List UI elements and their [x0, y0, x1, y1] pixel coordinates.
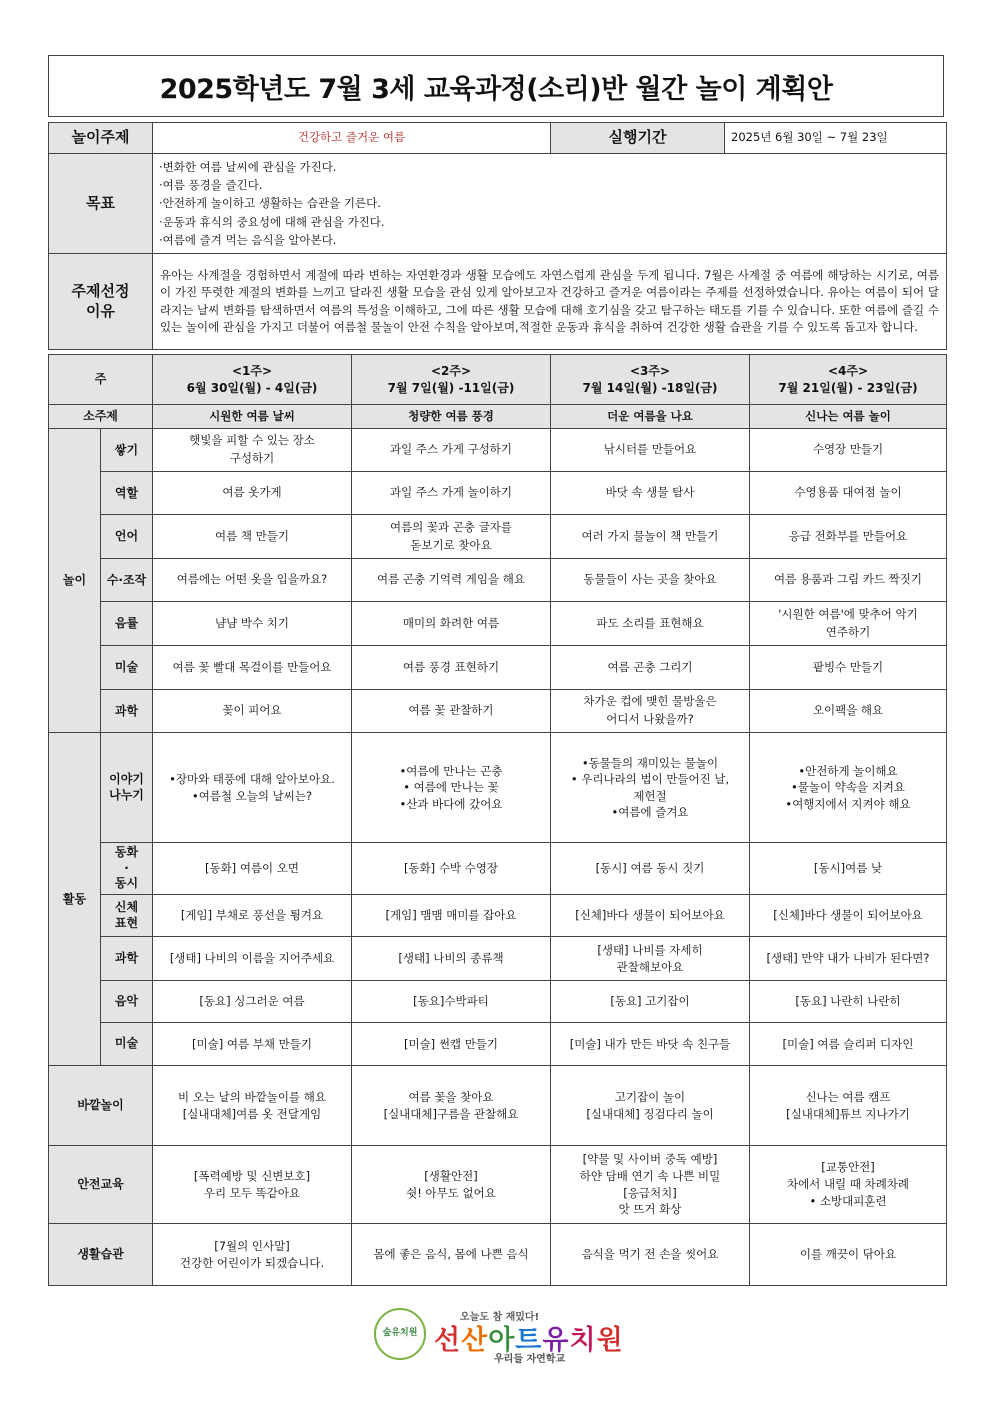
- cell-line: 차에서 내릴 때 차례차례: [786, 1177, 910, 1192]
- activity-cell: [551, 733, 750, 843]
- cell-line: ·: [124, 860, 129, 875]
- cell-line: 여름 꽃 빨대 목걸이를 만들어요: [172, 659, 332, 674]
- cell-line: [미술] 내가 만든 바닷 속 친구들: [569, 1036, 731, 1051]
- cell-line: 쉿! 아무도 없어요: [406, 1185, 496, 1200]
- cell-line: 여름 풍경 표현하기: [402, 659, 500, 674]
- play-cell: [551, 602, 750, 646]
- activity-cell: [153, 733, 352, 843]
- cell-line: 음악: [114, 993, 139, 1008]
- cell-line: 과학: [114, 950, 139, 965]
- cell-line: [교통안전]: [821, 1160, 875, 1175]
- week-name: <2주>: [430, 364, 472, 379]
- cell-line: 연주하기: [825, 624, 871, 639]
- activity-area-label: [101, 937, 153, 981]
- play-cell: [551, 646, 750, 690]
- cell-line: 건강한 어린이가 되겠습니다.: [179, 1255, 325, 1270]
- cell-line: [신체]바다 생물이 되어보아요: [575, 908, 725, 923]
- play-cell: [750, 429, 947, 472]
- goal-item: ·안전하게 놀이하고 생활하는 습관을 기른다.: [159, 196, 381, 211]
- overview-table: [48, 122, 947, 350]
- cell-line: [게임] 맴맴 매미를 잡아요: [385, 908, 517, 923]
- play-area-label: 수·조작: [101, 559, 153, 602]
- cell-line: [생태] 나비의 이름을 지어주세요: [169, 951, 335, 966]
- play-cell: [153, 602, 352, 646]
- play-area-label: 역할: [101, 472, 153, 515]
- cell-line: 여름 용품과 그림 카드 짝짓기: [774, 572, 922, 587]
- cell-line: 과일 주스 가게 놀이하기: [389, 485, 513, 500]
- habit-cell: [352, 1224, 551, 1286]
- play-cell: [153, 472, 352, 515]
- cell-line: 여러 가지 물놀이 책 만들기: [581, 528, 719, 543]
- play-cell: [750, 690, 947, 733]
- cell-line: [동요]수박파티: [413, 994, 489, 1009]
- week-dates: 7월 14일(월) -18일(금): [582, 380, 718, 395]
- period-value: 2025년 6월 30일 ~ 7월 23일: [725, 123, 947, 154]
- cell-line: •여름에 만나는 곤충: [399, 764, 503, 779]
- cell-line: [동화] 여름이 오면: [204, 861, 300, 876]
- play-cell: [750, 472, 947, 515]
- week-dates: 6월 30일(월) - 4일(금): [186, 380, 318, 395]
- week-header: [750, 355, 947, 405]
- activity-cell: [352, 733, 551, 843]
- cell-line: 고기잡이 놀이: [614, 1089, 686, 1104]
- cell-line: [동요] 고기잡이: [610, 994, 690, 1009]
- cell-line: 이를 깨끗이 닦아요: [799, 1247, 897, 1262]
- play-area-label: 음률: [101, 602, 153, 646]
- cell-line: 앗 뜨거 화상: [618, 1202, 682, 1217]
- logo-subtitle: 우리들 자연학교: [494, 1354, 566, 1365]
- cell-line: 꽃이 피어요: [222, 703, 282, 718]
- activity-cell: [153, 895, 352, 937]
- safety-cell: [750, 1146, 947, 1224]
- cell-line: 표현: [114, 915, 139, 930]
- play-cell: [352, 690, 551, 733]
- activity-area-label: [101, 843, 153, 895]
- activity-cell: [352, 895, 551, 937]
- cell-line: 동화: [114, 845, 139, 860]
- cell-line: [실내대체]구름을 관찰해요: [383, 1106, 519, 1121]
- outdoor-cell: [551, 1066, 750, 1146]
- play-cell: [750, 559, 947, 602]
- cell-line: 돋보기로 찾아요: [410, 537, 492, 552]
- subtopic-cell: 청량한 여름 풍경: [352, 405, 551, 429]
- theme-label: 놀이주제: [49, 123, 153, 154]
- cell-line: [미술] 여름 슬리퍼 디자인: [782, 1036, 914, 1051]
- goal-item: ·변화한 여름 날씨에 관심을 가진다.: [159, 159, 337, 174]
- activity-cell: [750, 1023, 947, 1066]
- cell-line: 파도 소리를 표현해요: [596, 615, 704, 630]
- subtopic-cell: 더운 여름을 나요: [551, 405, 750, 429]
- safety-cell: [352, 1146, 551, 1224]
- play-cell: [551, 690, 750, 733]
- cell-line: 우리 모두 똑같아요: [203, 1185, 301, 1200]
- cell-line: • 여름에 만나는 꽃: [403, 780, 499, 795]
- cell-line: 햇빛을 피할 수 있는 장소: [189, 433, 315, 448]
- logo-tagline: 오늘도 참 재밌다!: [460, 1312, 540, 1323]
- cell-line: [실내대체]여름 옷 전달게임: [182, 1106, 322, 1121]
- cell-line: 응급 전화부를 만들어요: [788, 528, 908, 543]
- cell-line: 구성하기: [229, 451, 275, 465]
- emblem-icon: 숲유치원: [374, 1308, 426, 1360]
- outdoor-cell: [750, 1066, 947, 1146]
- cell-line: •여행지에서 지켜야 해요: [785, 796, 911, 811]
- logo-name: 선산아트유치원: [434, 1325, 624, 1356]
- play-area-label: 미술: [101, 646, 153, 690]
- cell-line: 바닷 속 생물 탐사: [605, 485, 695, 500]
- outdoor-cell: [352, 1066, 551, 1146]
- cell-line: 몸에 좋은 음식, 몸에 나쁜 음식: [373, 1247, 529, 1262]
- cell-line: •산과 바다에 갔어요: [399, 796, 503, 811]
- cell-line: 이야기: [109, 771, 144, 786]
- cell-line: 팥빙수 만들기: [812, 659, 884, 674]
- cell-line: [응급처치]: [623, 1185, 677, 1200]
- subtopic-label: 소주제: [49, 405, 153, 429]
- play-cell: [352, 646, 551, 690]
- cell-line: •동물들의 재미있는 물놀이: [581, 756, 719, 771]
- cell-line: [미술] 썬캡 만들기: [403, 1036, 499, 1051]
- safety-cell: [153, 1146, 352, 1224]
- week-name: <4주>: [827, 364, 869, 379]
- activity-cell: [551, 895, 750, 937]
- play-cell: [153, 515, 352, 559]
- play-cell: [750, 515, 947, 559]
- cell-line: 하얀 담배 연기 속 나쁜 비밀: [579, 1168, 721, 1183]
- cell-line: 여름 옷가게: [222, 485, 282, 500]
- activity-cell: [153, 981, 352, 1023]
- week-name: <1주>: [231, 364, 273, 379]
- play-cell: [551, 515, 750, 559]
- cell-line: [게임] 부채로 풍선을 튕겨요: [180, 908, 324, 923]
- cell-line: 냠냠 박수 치기: [215, 615, 289, 630]
- cell-line: [폭력예방 및 신변보호]: [193, 1168, 311, 1183]
- activity-cell: [551, 843, 750, 895]
- cell-line: 신체: [114, 899, 139, 914]
- activity-cell: [750, 843, 947, 895]
- habit-label: 생활습관: [49, 1224, 153, 1286]
- activity-cell: [153, 843, 352, 895]
- cell-line: [동시]여름 낮: [813, 861, 883, 876]
- play-cell: [352, 515, 551, 559]
- play-area-label: 쌓기: [101, 429, 153, 472]
- outdoor-label: 바깥놀이: [49, 1066, 153, 1146]
- play-cell: [153, 646, 352, 690]
- safety-label: 안전교육: [49, 1146, 153, 1224]
- cell-line: 낚시터를 만들어요: [603, 442, 697, 457]
- play-cell: [551, 559, 750, 602]
- week-header: [153, 355, 352, 405]
- cell-line: [동요] 나란히 나란히: [795, 994, 901, 1009]
- cell-line: [약물 및 사이버 중독 예방]: [582, 1152, 718, 1167]
- cell-line: 여름 책 만들기: [215, 528, 289, 543]
- play-cell: [153, 559, 352, 602]
- cell-line: 여름 곤충 기억력 게임을 해요: [377, 572, 525, 587]
- play-cell: [551, 429, 750, 472]
- cell-line: 동물들이 사는 곳을 찾아요: [583, 572, 717, 587]
- cell-line: [동요] 싱그러운 여름: [199, 994, 305, 1009]
- kindergarten-logo: [374, 1306, 634, 1364]
- goal-list: [153, 154, 947, 254]
- cell-line: 나누기: [109, 787, 144, 802]
- cell-line: 비 오는 날의 바깥놀이를 해요: [178, 1089, 326, 1104]
- outdoor-cell: [153, 1066, 352, 1146]
- cell-line: •여름에 즐겨요: [611, 804, 689, 819]
- subtopic-cell: 시원한 여름 날씨: [153, 405, 352, 429]
- safety-cell: [551, 1146, 750, 1224]
- page-title: 2025학년도 7월 3세 교육과정(소리)반 월간 놀이 계획안: [48, 55, 944, 117]
- play-cell: [352, 472, 551, 515]
- goal-item: ·운동과 휴식의 중요성에 대해 관심을 가진다.: [159, 214, 385, 229]
- activity-cell: [153, 1023, 352, 1066]
- cell-line: [생태] 만약 내가 나비가 된다면?: [766, 951, 930, 966]
- activity-cell: [750, 895, 947, 937]
- activity-cell: [551, 1023, 750, 1066]
- cell-line: 동시: [114, 876, 139, 891]
- activity-cell: [352, 937, 551, 981]
- play-cell: [352, 559, 551, 602]
- cell-line: 과일 주스 가게 구성하기: [389, 442, 513, 457]
- activity-label: 활동: [49, 733, 101, 1066]
- week-name: <3주>: [629, 364, 671, 379]
- cell-line: 관찰해보아요: [616, 959, 684, 974]
- cell-line: 차가운 컵에 맺힌 물방울은: [583, 694, 717, 709]
- cell-line: 오이팩을 해요: [812, 703, 884, 718]
- cell-line: 여름에는 어떤 옷을 입을까요?: [176, 572, 328, 587]
- cell-line: [생활안전]: [424, 1168, 478, 1183]
- cell-line: 수영용품 대여점 놀이: [794, 485, 902, 500]
- cell-line: [실내대체]튜브 지나가기: [786, 1106, 910, 1121]
- cell-line: 신나는 여름 캠프: [805, 1089, 891, 1104]
- cell-line: 여름 꽃을 찾아요: [408, 1089, 494, 1104]
- cell-line: [생태] 나비의 종류책: [398, 951, 504, 966]
- play-area-label: 과학: [101, 690, 153, 733]
- activity-cell: [551, 981, 750, 1023]
- subtopic-cell: 신나는 여름 놀이: [750, 405, 947, 429]
- play-cell: [153, 690, 352, 733]
- cell-line: 매미의 화려한 여름: [402, 615, 500, 630]
- cell-line: •장마와 태풍에 대해 알아보아요.: [169, 772, 335, 787]
- cell-line: '시원한 여름'에 맞추어 악기: [778, 606, 918, 621]
- reason-label: 주제선정 이유: [49, 254, 153, 350]
- play-cell: [750, 646, 947, 690]
- cell-line: [7월의 인사말]: [214, 1238, 290, 1253]
- cell-line: 여름의 꽃과 곤충 글자를: [389, 519, 513, 534]
- cell-line: 수영장 만들기: [812, 442, 884, 457]
- activity-cell: [352, 981, 551, 1023]
- week-header: [352, 355, 551, 405]
- play-cell: [750, 602, 947, 646]
- activity-area-label: [101, 1023, 153, 1066]
- activity-cell: [750, 981, 947, 1023]
- cell-line: • 우리나라의 법이 만들어진 날,: [570, 772, 730, 787]
- reason-text: 유아는 사계절을 경험하면서 계절에 따라 변하는 자연환경과 생활 모습에도 자연스럽게 관심을 두게 됩니다. 7월은 사계절 중 여름에 해당하는 시기로, 여름이 가진 뚜렷한 계절의 변화를 느끼고 달라진 생활 모습을 관심 있게 알아보고자 건강하고 즐거운 여름이라는 주제를 선정하였습니다. 유아는 여름이 되어 달라지는 날씨 변화를 탐색하면서 여름의 특성을 이해하고, 그에 따른 생활 모습에 대해 호기심을 갖고 탐구하는 태도를 기를 수 있습니다. 또한 여름에 즐길 수 있는 놀이에 관심을 가지고 더불어 여름철 물놀이 안전 수칙을 알아보며,적절한 운동과 휴식을 취하여 건강한 생활 습관을 기를 수 있도록 돕고자 합니다.: [153, 254, 947, 350]
- activity-cell: [352, 843, 551, 895]
- cell-line: 여름 꽃 관찰하기: [408, 703, 494, 718]
- week-dates: 7월 7일(월) -11일(금): [387, 380, 515, 395]
- activity-cell: [153, 937, 352, 981]
- activity-cell: [551, 937, 750, 981]
- cell-line: 음식을 먹기 전 손을 씻어요: [581, 1247, 719, 1262]
- activity-area-label: [101, 895, 153, 937]
- activity-cell: [750, 937, 947, 981]
- cell-line: •안전하게 놀이해요: [798, 764, 898, 779]
- cell-line: 어디서 나왔을까?: [606, 712, 694, 726]
- habit-cell: [153, 1224, 352, 1286]
- cell-line: [실내대체] 징검다리 놀이: [586, 1106, 714, 1121]
- cell-line: [신체]바다 생물이 되어보아요: [773, 908, 923, 923]
- cell-line: •물놀이 약속을 지켜요: [790, 780, 906, 795]
- activity-area-label: [101, 733, 153, 843]
- play-cell: [352, 602, 551, 646]
- weekly-plan-table: [48, 354, 947, 1286]
- cell-line: •여름철 오늘의 날씨는?: [191, 788, 313, 803]
- theme-value: 건강하고 즐거운 여름: [153, 123, 551, 154]
- activity-cell: [352, 1023, 551, 1066]
- week-header: [551, 355, 750, 405]
- cell-line: [동화] 수박 수영장: [403, 861, 499, 876]
- cell-line: 미술: [114, 1036, 139, 1051]
- play-cell: [551, 472, 750, 515]
- cell-line: 제헌절: [633, 788, 667, 803]
- play-area-label: 언어: [101, 515, 153, 559]
- habit-cell: [551, 1224, 750, 1286]
- week-label: 주: [49, 355, 153, 405]
- cell-line: [동시] 여름 동시 짓기: [595, 861, 705, 876]
- play-label: 놀이: [49, 429, 101, 733]
- activity-cell: [750, 733, 947, 843]
- goal-item: ·여름에 즐겨 먹는 음식을 알아본다.: [159, 233, 337, 248]
- cell-line: [생태] 나비를 자세히: [597, 943, 703, 958]
- week-dates: 7월 21일(월) - 23일(금): [778, 380, 918, 395]
- goal-label: 목표: [49, 154, 153, 254]
- period-label: 실행기간: [551, 123, 725, 154]
- cell-line: [미술] 여름 부채 만들기: [192, 1036, 312, 1051]
- activity-area-label: [101, 981, 153, 1023]
- cell-line: 여름 곤충 그리기: [607, 659, 693, 674]
- goal-item: ·여름 풍경을 즐긴다.: [159, 177, 263, 192]
- play-cell: [352, 429, 551, 472]
- habit-cell: [750, 1224, 947, 1286]
- play-cell: [153, 429, 352, 472]
- cell-line: • 소방대피훈련: [809, 1193, 887, 1208]
